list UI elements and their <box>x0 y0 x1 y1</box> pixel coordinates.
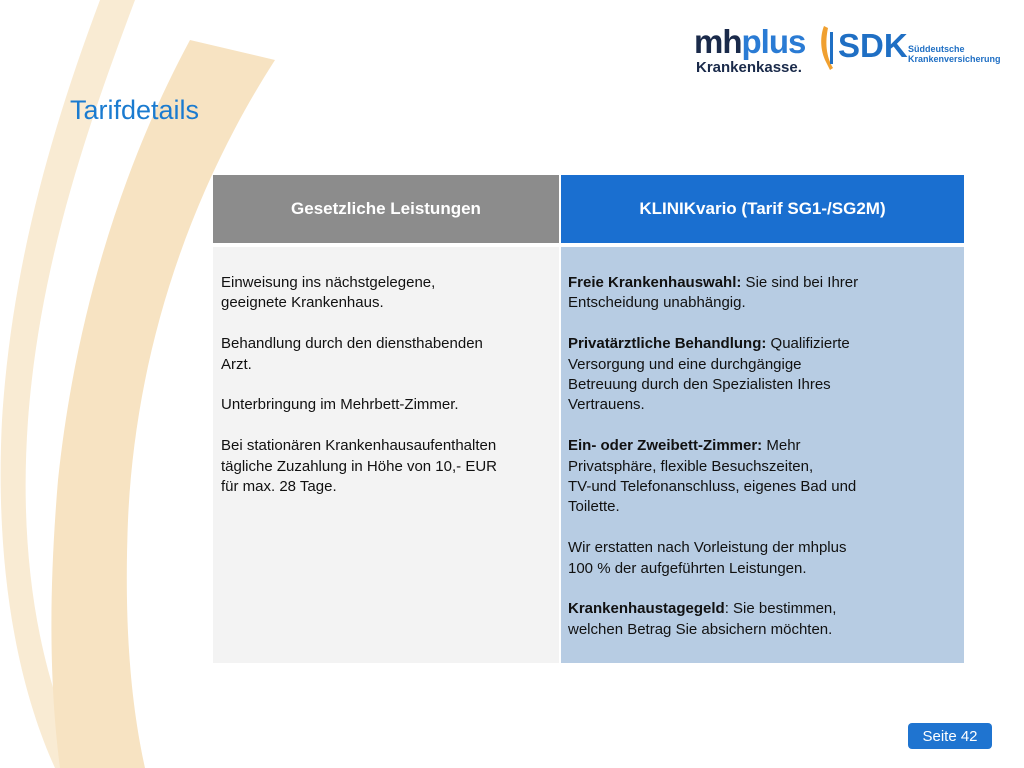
logo-plus-text: plus <box>741 23 806 60</box>
comparison-table <box>213 175 964 663</box>
logo-mh-text: mh <box>694 23 742 60</box>
page-title: Tarifdetails <box>70 95 200 125</box>
logo-krankenkasse-text: Krankenkasse. <box>696 59 802 76</box>
right-paragraph-behandlung: Privatärztliche Behandlung: Qualifizierte Versorgung und eine durchgängige Betreuung durch den Spezialisten Ihres Vertrauens. <box>568 335 850 414</box>
column-gesetzliche-leistungen <box>213 247 559 663</box>
left-paragraph-unterbringung: Unterbringung im Mehrbett-Zimmer. <box>221 396 459 414</box>
sdk-subtitle-line1: Süddeutsche <box>908 44 965 54</box>
sdk-subtitle-line2: Krankenversicherung <box>908 54 1001 64</box>
sdk-logo <box>818 22 1001 74</box>
left-paragraph-zuzahlung: Bei stationären Krankenhausaufenthalten tägliche Zuzahlung in Höhe von 10,- EUR für max. 28 Tage. <box>221 437 497 496</box>
header-gesetzliche-leistungen: Gesetzliche Leistungen <box>213 175 559 243</box>
left-paragraph-einweisung: Einweisung ins nächstgelegene, geeignete Krankenhaus. <box>221 274 436 312</box>
mhplus-logo <box>694 24 809 78</box>
sdk-subtitle <box>908 44 1001 64</box>
right-paragraph-krankenhauswahl: Freie Krankenhauswahl: Sie sind bei Ihrer Entscheidung unabhängig. <box>568 274 859 312</box>
right-paragraph-tagegeld: Krankenhaustagegeld: Sie bestimmen, welchen Betrag Sie absichern möchten. <box>568 600 837 638</box>
column-klinikvario <box>561 247 964 663</box>
left-paragraph-behandlung: Behandlung durch den diensthabenden Arzt. <box>221 335 483 373</box>
right-paragraph-zimmer: Ein- oder Zweibett-Zimmer: Mehr Privatsphäre, flexible Besuchszeiten, TV-und Telefonanschluss, eigenes Bad und Toilette. <box>568 437 857 516</box>
right-paragraph-erstattung: Wir erstatten nach Vorleistung der mhplus 100 % der aufgeführten Leistungen. <box>568 539 847 577</box>
header-klinikvario: KLINIKvario (Tarif SG1-/SG2M) <box>561 175 964 243</box>
sdk-logo-text: SDK <box>838 27 908 64</box>
page-number-badge: Seite 42 <box>908 723 992 749</box>
